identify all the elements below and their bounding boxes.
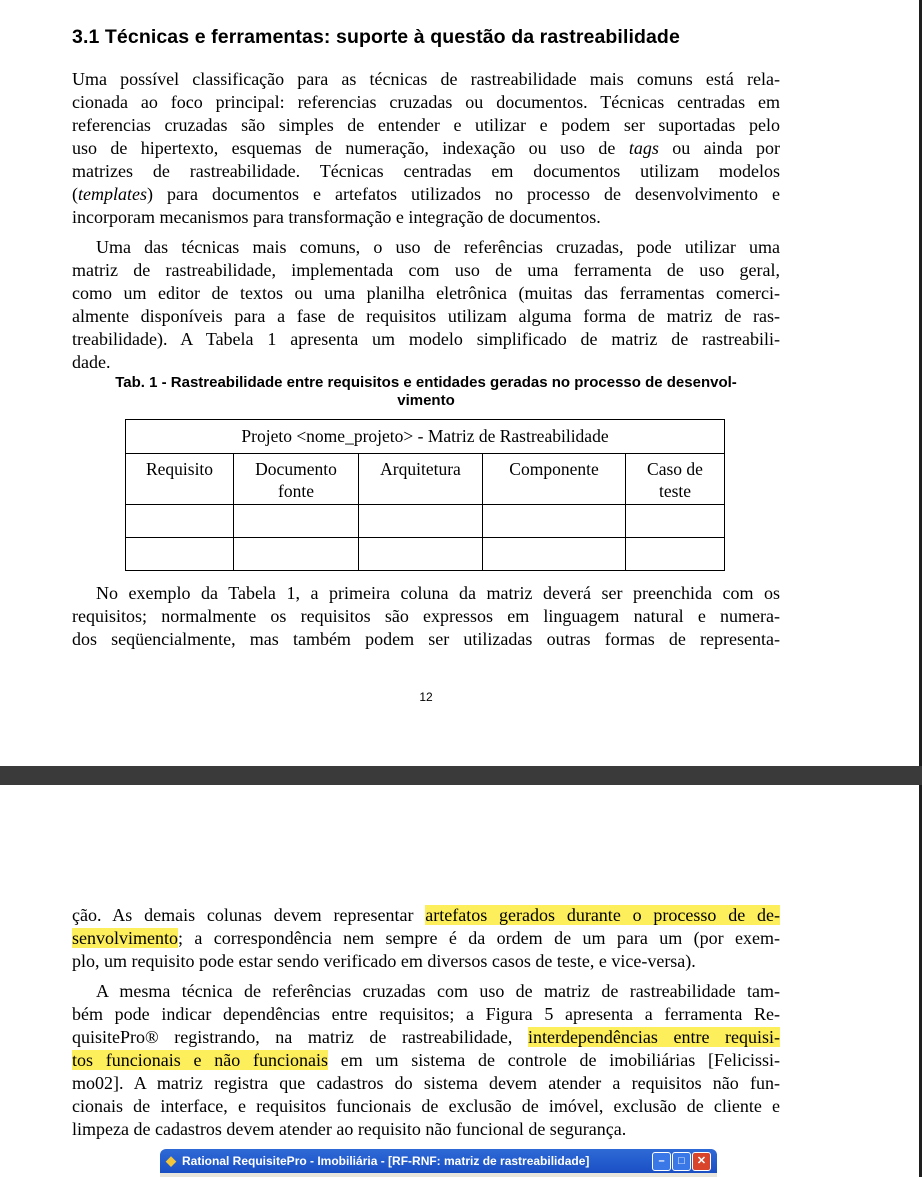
matrix-title-cell: Projeto <nome_projeto> - Matriz de Rastreabilidade: [126, 420, 725, 454]
text-line: dos seqüencialmente, mas também podem ser utilizadas outras formas de representa-: [72, 629, 780, 649]
header-requisito: Requisito: [126, 454, 234, 505]
table-caption: Tab. 1 - Rastreabilidade entre requisitos e entidades geradas no processo de desenvol- vimento: [115, 374, 737, 409]
page-separator: [0, 766, 922, 785]
text-line: almente disponíveis para a fase de requisitos utilizam alguma forma de matriz de ras-: [72, 306, 780, 326]
paragraph-requisitepro: [72, 980, 780, 1141]
text-line: A mesma técnica de referências cruzadas com uso de matriz de rastreabilidade tam-: [96, 981, 780, 1001]
text-line: No exemplo da Tabela 1, a primeira coluna da matriz deverá ser preenchida com os: [96, 583, 780, 603]
header-arquitetura: Arquitetura: [359, 454, 483, 505]
text-highlight: interdependências entre requisi-: [527, 1027, 780, 1047]
text-line: plo, um requisito pode estar sendo verificado em diversos casos de teste, e vice-versa).: [72, 951, 696, 971]
text-line: uso de hipertexto, esquemas de numeração, indexação ou uso de tags ou ainda por: [72, 138, 780, 158]
text-highlight: senvolvimento: [72, 928, 178, 948]
text-line: Uma possível classificação para as técnicas de rastreabilidade mais comuns está rela-: [72, 69, 780, 89]
text-line: ção. As demais colunas devem representar artefatos gerados durante o processo de de-: [72, 905, 781, 925]
table-cell: [359, 505, 483, 538]
table-cell: [483, 538, 626, 571]
paragraph-table-example: [72, 582, 780, 651]
table-cell: [234, 538, 359, 571]
text-line: mo02]. A matriz registra que cadastros do sistema devem atender a requisitos não fun-: [72, 1073, 780, 1093]
close-icon: ✕: [692, 1152, 711, 1171]
figure-window-menubar: [160, 1173, 717, 1177]
header-componente: Componente: [483, 454, 626, 505]
text-line: quisitePro® registrando, na matriz de rastreabilidade, interdependências entre requisi-: [72, 1027, 780, 1047]
text-line: matrizes de rastreabilidade. Técnicas centradas em documentos utilizam modelos: [72, 161, 780, 181]
text-line: (templates) para documentos e artefatos utilizados no processo de desenvolvimento e: [72, 184, 780, 204]
requisitepro-app-icon: ◆: [166, 1153, 176, 1168]
table-row: [126, 538, 725, 571]
text-line: dade.: [72, 352, 111, 372]
minimize-icon: –: [652, 1152, 671, 1171]
text-line: cionada ao foco principal: referencias cruzadas ou documentos. Técnicas centradas em: [72, 92, 780, 112]
table-cell: [126, 538, 234, 571]
text-line: Uma das técnicas mais comuns, o uso de referências cruzadas, pode utilizar uma: [96, 237, 780, 257]
table-cell: [626, 505, 725, 538]
text-line: cionais de interface, e requisitos funcionais de exclusão de imóvel, exclusão de cliente e: [72, 1096, 780, 1116]
page-number: 12: [419, 690, 433, 704]
paragraph-cross-references: [72, 236, 780, 374]
table-row: [126, 505, 725, 538]
text-line: treabilidade). A Tabela 1 apresenta um modelo simplificado de matriz de rastreabili-: [72, 329, 780, 349]
header-documento-fonte: Documento fonte: [234, 454, 359, 505]
window-title: Rational RequisitePro - Imobiliária - [RF-RNF: matriz de rastreabilidade]: [182, 1154, 590, 1168]
text-line: referencias cruzadas são simples de entender e utilizar e podem ser suportadas pelo: [72, 115, 780, 135]
traceability-matrix-table: [125, 419, 725, 571]
table-cell: [359, 538, 483, 571]
header-caso-de-teste: Caso de teste: [626, 454, 725, 505]
paragraph-classification: [72, 68, 780, 229]
maximize-icon: □: [672, 1152, 691, 1171]
text-highlight: tos funcionais e não funcionais: [72, 1050, 328, 1070]
text-line: incorporam mecanismos para transformação e integração de documentos.: [72, 207, 601, 227]
text-line: matriz de rastreabilidade, implementada com uso de uma ferramenta de uso geral,: [72, 260, 780, 280]
text-highlight: artefatos gerados durante o processo de de-: [425, 905, 781, 925]
text-line: como um editor de textos ou uma planilha eletrônica (muitas das ferramentas comerci-: [72, 283, 780, 303]
text-line: limpeza de cadastros devem atender ao requisito não funcional de segurança.: [72, 1119, 627, 1139]
table-cell: [626, 538, 725, 571]
paragraph-other-columns: [72, 904, 780, 973]
text-line: tos funcionais e não funcionais em um sistema de controle de imobiliárias [Felicissi-: [72, 1050, 780, 1070]
figure-window-titlebar: [160, 1149, 717, 1173]
table-cell: [126, 505, 234, 538]
section-heading: 3.1 Técnicas e ferramentas: suporte à questão da rastreabilidade: [72, 26, 680, 48]
text-line: requisitos; normalmente os requisitos são expressos em linguagem natural e numera-: [72, 606, 780, 626]
text-line: bém pode indicar dependências entre requisitos; a Figura 5 apresenta a ferramenta Re-: [72, 1004, 780, 1024]
text-line: senvolvimento; a correspondência nem sempre é da ordem de um para um (por exem-: [72, 928, 780, 948]
table-cell: [483, 505, 626, 538]
table-cell: [234, 505, 359, 538]
